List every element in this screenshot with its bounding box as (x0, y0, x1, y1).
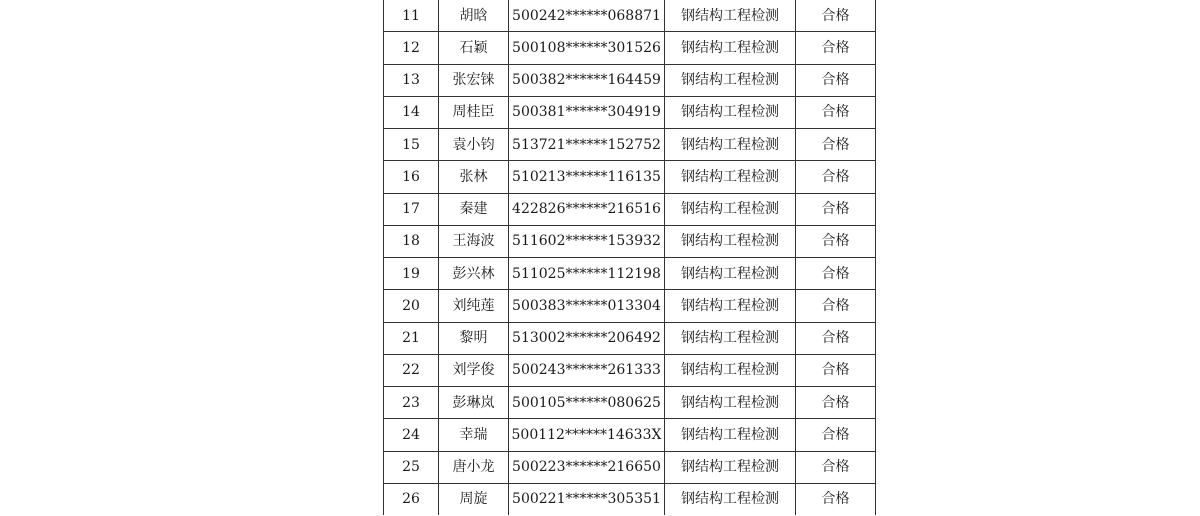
test-item: 钢结构工程检测 (665, 225, 796, 257)
table-row (384, 193, 876, 225)
row-number: 25 (384, 451, 439, 483)
row-number: 21 (384, 322, 439, 354)
test-result: 合格 (796, 258, 876, 290)
test-item: 钢结构工程检测 (665, 451, 796, 483)
test-item: 钢结构工程检测 (665, 193, 796, 225)
person-name: 幸瑞 (439, 419, 509, 451)
person-name: 彭琳岚 (439, 387, 509, 419)
test-item: 钢结构工程检测 (665, 0, 796, 32)
test-item: 钢结构工程检测 (665, 32, 796, 64)
row-number: 13 (384, 64, 439, 96)
row-number: 14 (384, 96, 439, 128)
id-number: 500105******080625 (509, 387, 665, 419)
results-table (383, 0, 876, 515)
row-number: 11 (384, 0, 439, 32)
id-number: 500108******301526 (509, 32, 665, 64)
test-item: 钢结构工程检测 (665, 387, 796, 419)
test-item: 钢结构工程检测 (665, 354, 796, 386)
person-name: 石颖 (439, 32, 509, 64)
id-number: 511025******112198 (509, 258, 665, 290)
table-row (384, 32, 876, 64)
id-number: 510213******116135 (509, 161, 665, 193)
test-result: 合格 (796, 483, 876, 515)
row-number: 17 (384, 193, 439, 225)
test-item: 钢结构工程检测 (665, 258, 796, 290)
test-item: 钢结构工程检测 (665, 129, 796, 161)
results-table-body (384, 0, 876, 515)
person-name: 袁小钧 (439, 129, 509, 161)
table-row (384, 0, 876, 32)
test-result: 合格 (796, 193, 876, 225)
test-item: 钢结构工程检测 (665, 483, 796, 515)
row-number: 26 (384, 483, 439, 515)
table-row (384, 451, 876, 483)
table-row (384, 64, 876, 96)
test-result: 合格 (796, 290, 876, 322)
person-name: 张宏铼 (439, 64, 509, 96)
id-number: 500243******261333 (509, 354, 665, 386)
id-number: 500221******305351 (509, 483, 665, 515)
table-row (384, 225, 876, 257)
test-result: 合格 (796, 0, 876, 32)
person-name: 刘纯莲 (439, 290, 509, 322)
table-row (384, 290, 876, 322)
test-result: 合格 (796, 354, 876, 386)
table-row (384, 258, 876, 290)
table-row (384, 322, 876, 354)
person-name: 周旋 (439, 483, 509, 515)
test-item: 钢结构工程检测 (665, 96, 796, 128)
id-number: 500223******216650 (509, 451, 665, 483)
person-name: 张林 (439, 161, 509, 193)
table-row (384, 96, 876, 128)
test-result: 合格 (796, 64, 876, 96)
person-name: 唐小龙 (439, 451, 509, 483)
test-result: 合格 (796, 129, 876, 161)
test-result: 合格 (796, 32, 876, 64)
test-item: 钢结构工程检测 (665, 419, 796, 451)
table-row (384, 129, 876, 161)
person-name: 胡晗 (439, 0, 509, 32)
table-row (384, 354, 876, 386)
id-number: 513721******152752 (509, 129, 665, 161)
person-name: 刘学俊 (439, 354, 509, 386)
table-row (384, 483, 876, 515)
table-row (384, 387, 876, 419)
person-name: 黎明 (439, 322, 509, 354)
person-name: 王海波 (439, 225, 509, 257)
test-result: 合格 (796, 225, 876, 257)
test-result: 合格 (796, 161, 876, 193)
table-row (384, 419, 876, 451)
test-result: 合格 (796, 322, 876, 354)
id-number: 422826******216516 (509, 193, 665, 225)
test-result: 合格 (796, 96, 876, 128)
id-number: 511602******153932 (509, 225, 665, 257)
row-number: 15 (384, 129, 439, 161)
table-row (384, 161, 876, 193)
person-name: 彭兴林 (439, 258, 509, 290)
row-number: 20 (384, 290, 439, 322)
id-number: 500242******068871 (509, 0, 665, 32)
id-number: 500381******304919 (509, 96, 665, 128)
person-name: 秦建 (439, 193, 509, 225)
row-number: 16 (384, 161, 439, 193)
test-result: 合格 (796, 387, 876, 419)
id-number: 500382******164459 (509, 64, 665, 96)
row-number: 12 (384, 32, 439, 64)
row-number: 22 (384, 354, 439, 386)
test-item: 钢结构工程检测 (665, 290, 796, 322)
test-item: 钢结构工程检测 (665, 322, 796, 354)
row-number: 18 (384, 225, 439, 257)
row-number: 24 (384, 419, 439, 451)
id-number: 513002******206492 (509, 322, 665, 354)
test-item: 钢结构工程检测 (665, 161, 796, 193)
row-number: 19 (384, 258, 439, 290)
id-number: 500383******013304 (509, 290, 665, 322)
person-name: 周桂臣 (439, 96, 509, 128)
test-result: 合格 (796, 419, 876, 451)
id-number: 500112******14633X (509, 419, 665, 451)
test-item: 钢结构工程检测 (665, 64, 796, 96)
row-number: 23 (384, 387, 439, 419)
test-result: 合格 (796, 451, 876, 483)
